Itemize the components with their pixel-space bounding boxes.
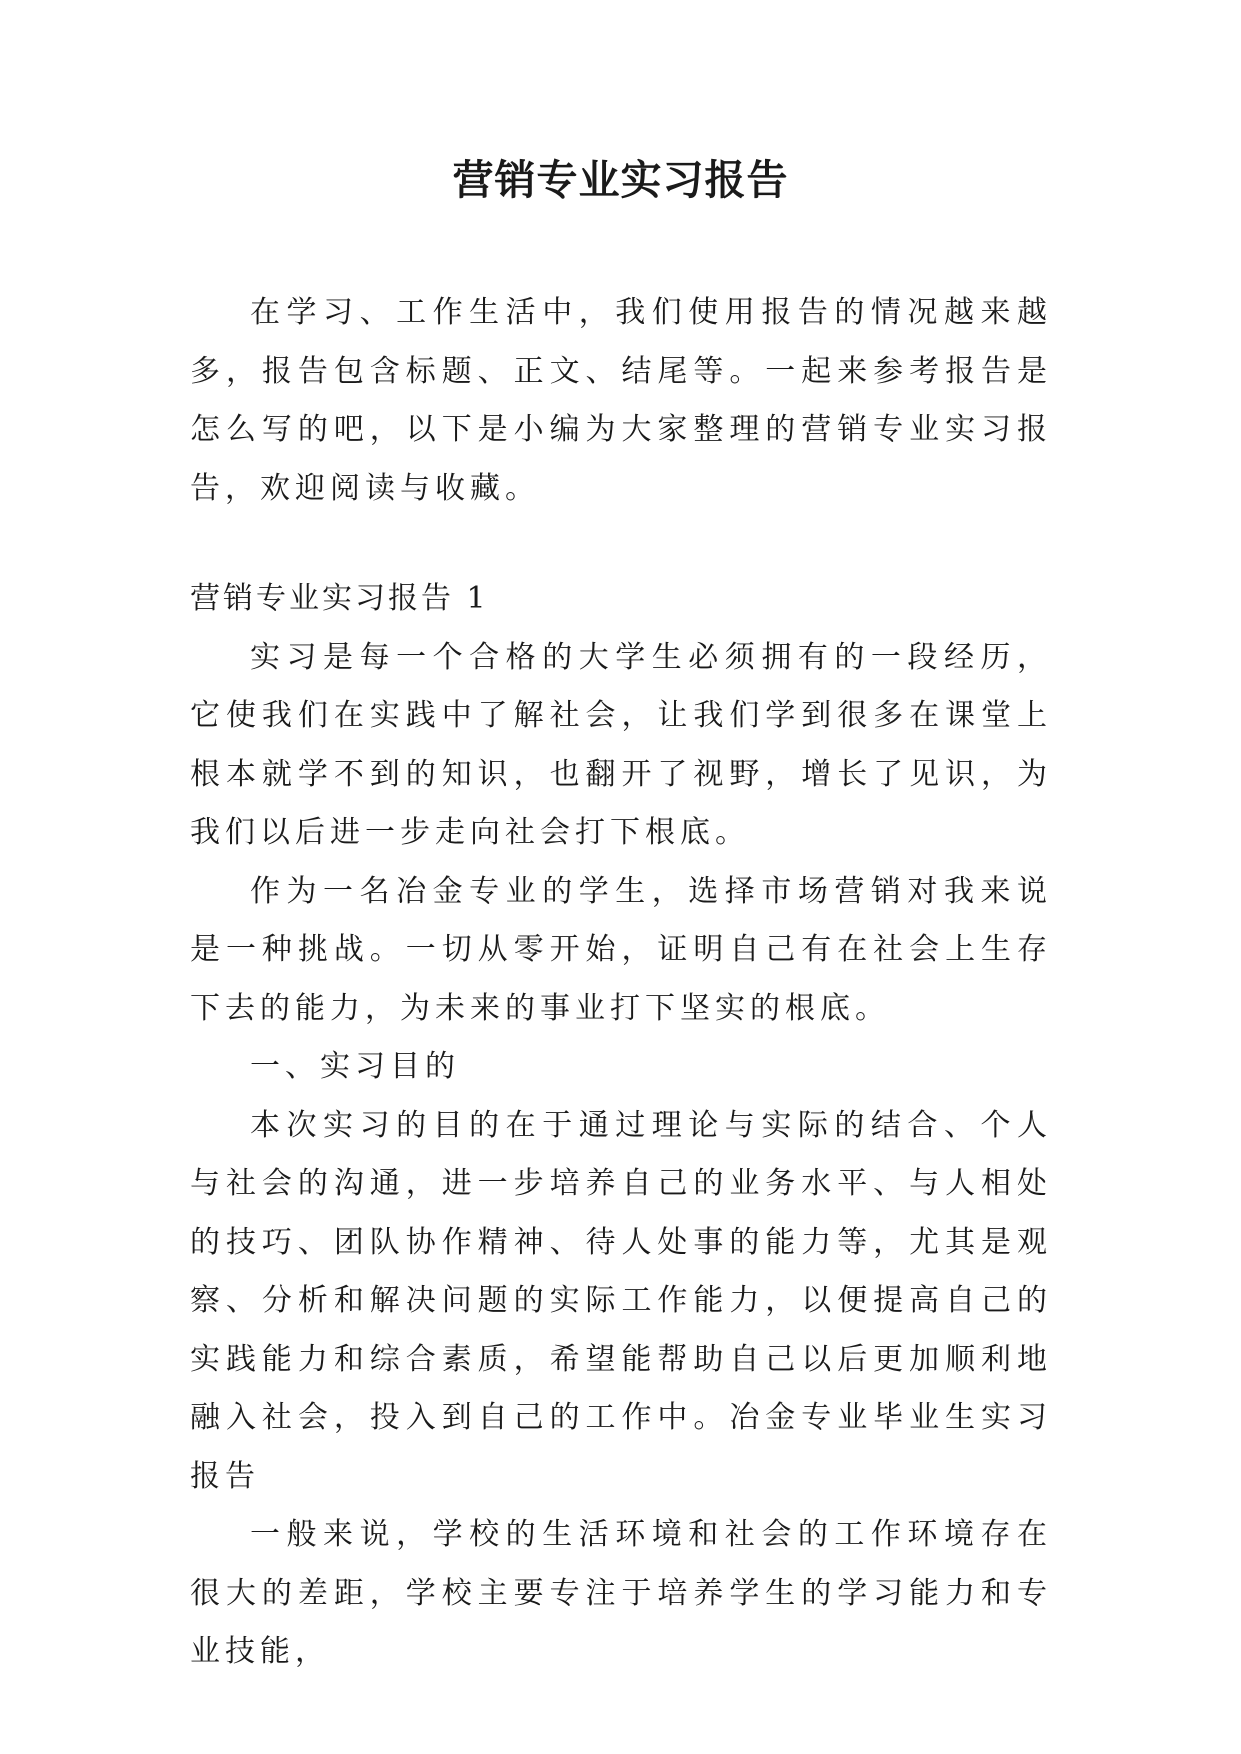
body-paragraph-1: 实习是每一个合格的大学生必须拥有的一段经历，它使我们在实践中了解社会，让我们学到很多在课堂上根本就学不到的知识，也翻开了视野，增长了见识，为我们以后进一步走向社会打下根底。 — [190, 639, 1052, 850]
report-body — [190, 570, 1052, 1682]
subheading-internship-purpose: 一、实习目的 — [250, 1049, 460, 1084]
section-title: 营销专业实习报告 1 — [190, 581, 489, 616]
document-title: 营销专业实习报告 — [452, 156, 789, 204]
intro-block — [190, 284, 1052, 518]
intro-paragraph: 在学习、工作生活中，我们使用报告的情况越来越多，报告包含标题、正文、结尾等。一起来参考报告是怎么写的吧，以下是小编为大家整理的营销专业实习报告，欢迎阅读与收藏。 — [190, 295, 1052, 506]
body-paragraph-3: 本次实习的目的在于通过理论与实际的结合、个人与社会的沟通，进一步培养自己的业务水平、与人相处的技巧、团队协作精神、待人处事的能力等，尤其是观察、分析和解决问题的实际工作能力，以便提高自己的实践能力和综合素质，希望能帮助自己以后更加顺利地融入社会，投入到自己的工作中。冶金专业毕业生实习报告 — [190, 1107, 1052, 1494]
body-paragraph-2: 作为一名冶金专业的学生，选择市场营销对我来说是一种挑战。一切从零开始，证明自己有在社会上生存下去的能力，为未来的事业打下坚实的根底。 — [190, 873, 1052, 1026]
body-paragraph-4: 一般来说，学校的生活环境和社会的工作环境存在很大的差距，学校主要专注于培养学生的学习能力和专业技能， — [190, 1517, 1052, 1669]
